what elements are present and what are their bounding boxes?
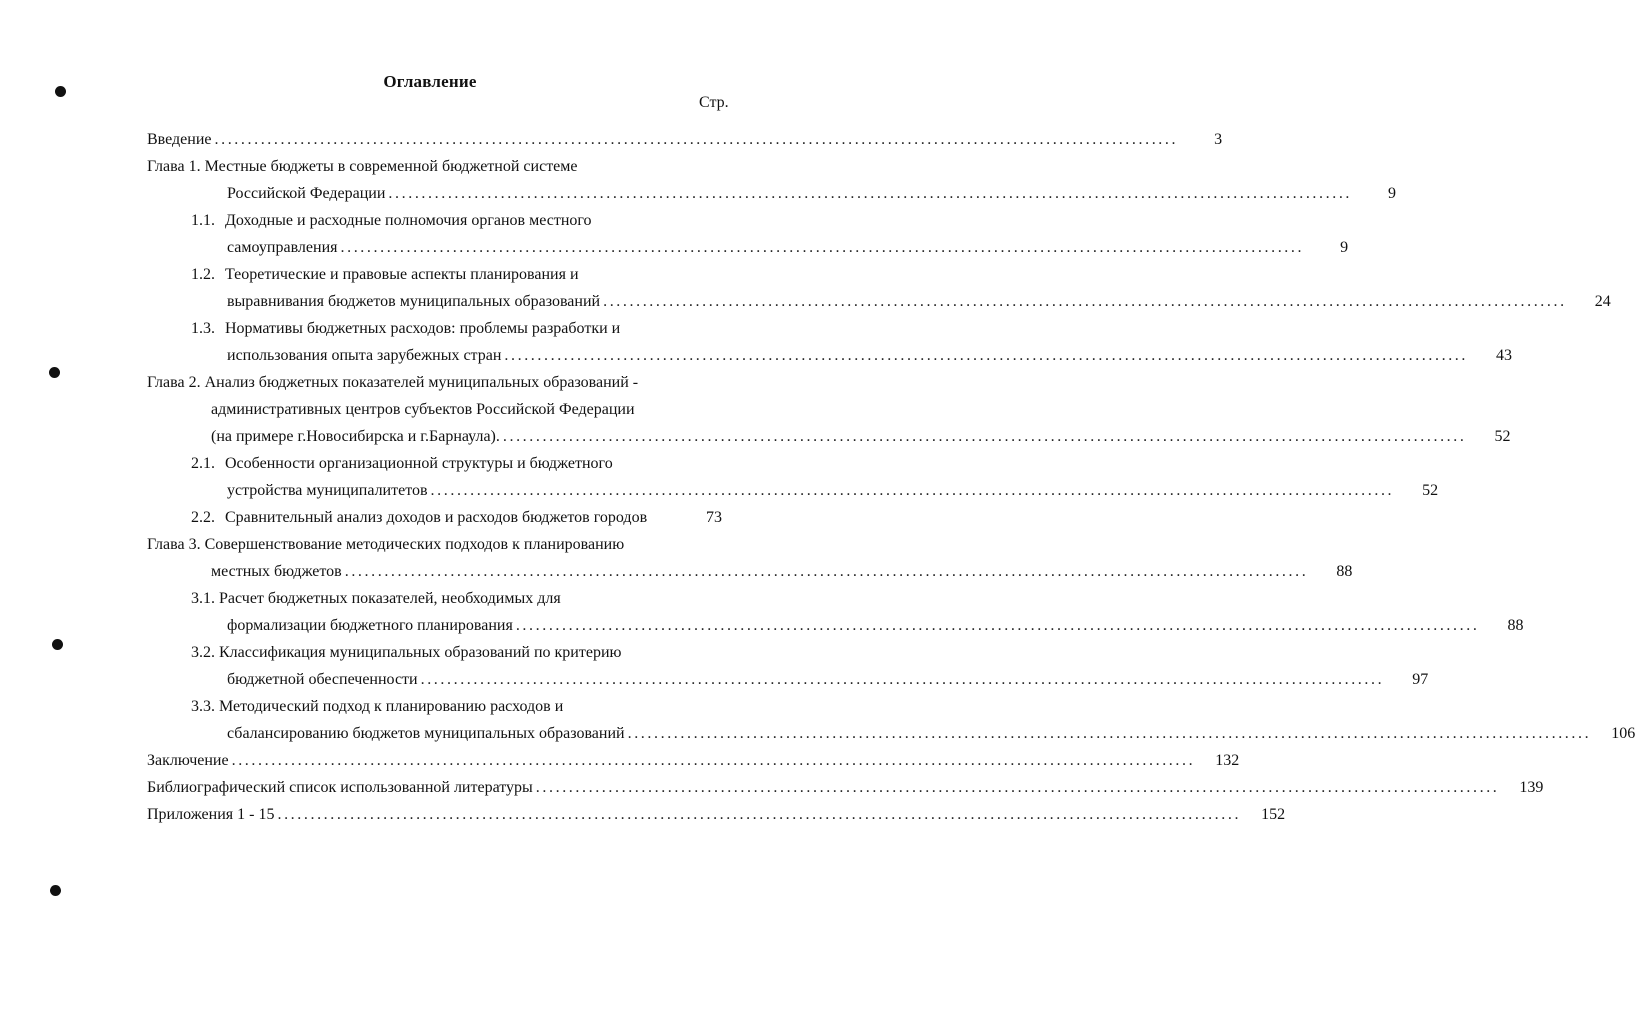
toc-page-number: 152 bbox=[1261, 806, 1286, 823]
dot-leader: .................................................................................................................................................. bbox=[388, 185, 1353, 202]
dot-leader: .................................................................................................................................................. bbox=[277, 806, 1242, 823]
toc-entry-text: 3.3. Методический подход к планированию расходов и bbox=[191, 698, 564, 715]
toc-page-number: 9 bbox=[1340, 239, 1349, 256]
page-column-header: Стр. bbox=[699, 94, 729, 111]
toc-page-number: 9 bbox=[1388, 185, 1397, 202]
toc-entry-text: бюджетной обеспеченности bbox=[227, 671, 418, 688]
toc-entry-number: 1.2. bbox=[191, 266, 215, 283]
toc-entry bbox=[147, 151, 578, 177]
toc-entry-text: Российской Федерации bbox=[227, 185, 386, 202]
toc-entry bbox=[191, 205, 592, 231]
toc-page-number: 88 bbox=[1336, 563, 1353, 580]
toc-entry bbox=[191, 691, 563, 717]
toc-entry-text: выравнивания бюджетов муниципальных образований bbox=[227, 293, 601, 310]
toc-entry-text: сбалансированию бюджетов муниципальных образований bbox=[227, 725, 625, 742]
dot-leader: .................................................................................................................................................. bbox=[430, 482, 1395, 499]
dot-leader: .................................................................................................................................................. bbox=[627, 725, 1592, 742]
toc-entry-text: Доходные и расходные полномочия органов местного bbox=[225, 212, 592, 229]
toc-entry-text: Теоретические и правовые аспекты планирования и bbox=[225, 266, 579, 283]
dot-leader: .................................................................................................................................................. bbox=[502, 428, 1467, 445]
toc-entry-text: Глава 3. Совершенствование методических подходов к планированию bbox=[147, 536, 625, 553]
toc-entry-text: Приложения 1 - 15 bbox=[147, 806, 275, 823]
toc-entry bbox=[147, 529, 624, 555]
toc-entry-text: 3.2. Классификация муниципальных образований по критерию bbox=[191, 644, 622, 661]
toc-entry bbox=[191, 583, 561, 609]
dot-leader: .................................................................................................................................................. bbox=[603, 293, 1567, 310]
toc-entry bbox=[211, 421, 1511, 447]
toc-entry-text: Особенности организационной структуры и бюджетного bbox=[225, 455, 613, 472]
toc-entry-text: Введение bbox=[147, 131, 212, 148]
dot-leader: .................................................................................................................................................. bbox=[344, 563, 1309, 580]
toc-entry-number: 1.1. bbox=[191, 212, 215, 229]
toc-entry-text: (на примере г.Новосибирска и г.Барнаула). bbox=[211, 428, 500, 445]
toc-entry bbox=[227, 718, 1635, 744]
toc-entry bbox=[191, 313, 620, 339]
toc-entry-text: формализации бюджетного планирования bbox=[227, 617, 513, 634]
toc-entry bbox=[191, 637, 621, 663]
toc-entry bbox=[227, 286, 1611, 312]
dot-leader: .................................................................................................................................................. bbox=[214, 131, 1179, 148]
toc-page-number: 97 bbox=[1412, 671, 1429, 688]
dot-leader: .................................................................................................................................................. bbox=[340, 239, 1305, 256]
toc-entry-text: самоуправления bbox=[227, 239, 338, 256]
toc-page-number: 43 bbox=[1496, 347, 1513, 364]
toc-page-number: 52 bbox=[1422, 482, 1439, 499]
toc-entry bbox=[227, 475, 1439, 501]
toc-page-number: 52 bbox=[1494, 428, 1511, 445]
dot-leader: .................................................................................................................................................. bbox=[535, 779, 1500, 796]
toc-page-number: 139 bbox=[1519, 779, 1544, 796]
toc-entry bbox=[227, 232, 1349, 258]
dot-leader: .................................................................................................................................................. bbox=[515, 617, 1480, 634]
toc-entry bbox=[227, 610, 1524, 636]
toc-entry-number: 1.3. bbox=[191, 320, 215, 337]
toc-entry-text: Глава 1. Местные бюджеты в современной бюджетной системе bbox=[147, 158, 578, 175]
toc-entry bbox=[211, 556, 1353, 582]
toc-entry-number: 2.2. bbox=[191, 509, 215, 526]
toc-entry bbox=[227, 664, 1429, 690]
dot-leader: .................................................................................................................................................. bbox=[231, 752, 1196, 769]
binding-hole-icon bbox=[52, 639, 63, 650]
toc-entry bbox=[227, 340, 1513, 366]
toc-entry-text: устройства муниципалитетов bbox=[227, 482, 428, 499]
toc-page-number: 88 bbox=[1507, 617, 1524, 634]
toc-page-number: 106 bbox=[1611, 725, 1635, 742]
toc-entry-text: 3.1. Расчет бюджетных показателей, необходимых для bbox=[191, 590, 561, 607]
toc-entry-text: использования опыта зарубежных стран bbox=[227, 347, 502, 364]
toc-entry bbox=[191, 259, 579, 285]
toc-entry-text: Нормативы бюджетных расходов: проблемы разработки и bbox=[225, 320, 621, 337]
binding-hole-icon bbox=[50, 885, 61, 896]
toc-entry-number: 2.1. bbox=[191, 455, 215, 472]
page-title: Оглавление bbox=[383, 72, 477, 91]
toc-entry-text: Сравнительный анализ доходов и расходов бюджетов городов bbox=[225, 509, 648, 526]
toc-entry-text: местных бюджетов bbox=[211, 563, 342, 580]
toc-entry bbox=[211, 394, 635, 420]
toc-page-number: 3 bbox=[1214, 131, 1223, 148]
toc-page-number: 132 bbox=[1215, 752, 1240, 769]
toc-entry bbox=[147, 367, 638, 393]
toc-entry bbox=[147, 745, 1240, 771]
toc-entry-text: Библиографический список использованной литературы bbox=[147, 779, 533, 796]
toc-entry-text: Глава 2. Анализ бюджетных показателей муниципальных образований - bbox=[147, 374, 639, 391]
toc-page-number: 73 bbox=[706, 509, 722, 526]
toc-entry-text: Заключение bbox=[147, 752, 229, 769]
dot-leader: .................................................................................................................................................. bbox=[420, 671, 1385, 688]
toc-page-number: 24 bbox=[1594, 293, 1611, 310]
toc-entry bbox=[227, 178, 1397, 204]
toc-entry bbox=[147, 772, 1544, 798]
toc-entry bbox=[191, 448, 613, 474]
dot-leader: .................................................................................................................................................. bbox=[504, 347, 1469, 364]
toc-entry bbox=[147, 124, 1223, 150]
toc-entry-text: административных центров субъектов Российской Федерации bbox=[211, 401, 635, 418]
binding-hole-icon bbox=[49, 367, 60, 378]
toc-entry bbox=[191, 502, 722, 528]
toc-entry bbox=[147, 799, 1286, 825]
